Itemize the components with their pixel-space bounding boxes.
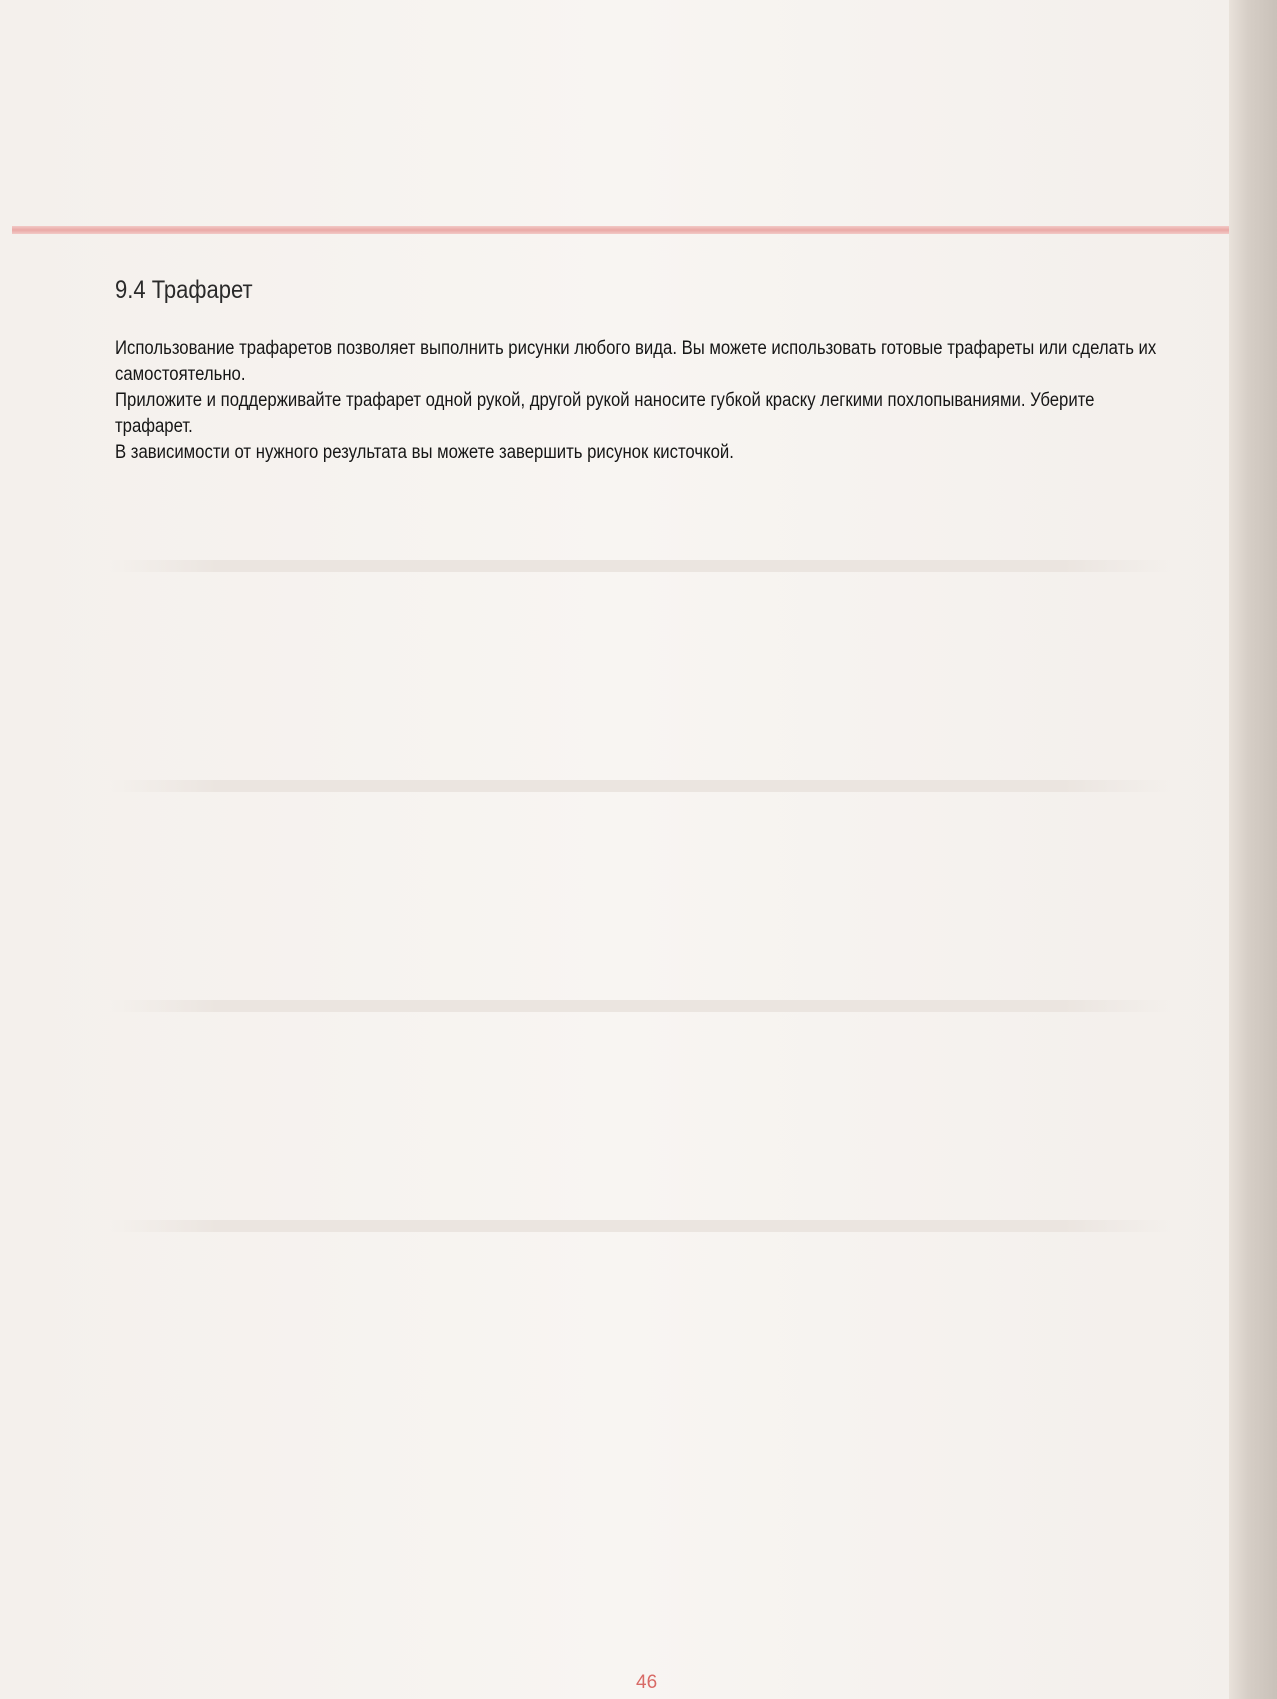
mirrored-chapter-header: [740, 55, 1180, 155]
section-title: 9.4 Трафарет: [115, 276, 253, 304]
paragraph: Использование трафаретов позволяет выполнить рисунки любого вида. Вы можете использовать готовые трафареты или сделать их самостоятельно.: [115, 338, 1157, 385]
book-binding-edge: [1229, 0, 1277, 1699]
section-body: [115, 336, 1167, 466]
paragraph: Приложите и поддерживайте трафарет одной рукой, другой рукой наносите губкой краску легкими похлопываниями. Уберите трафарет.: [115, 390, 1095, 437]
header-rule: [12, 226, 1240, 234]
paragraph: В зависимости от нужного результата вы можете завершить рисунок кисточкой.: [115, 442, 734, 463]
page-number: 46: [636, 1672, 658, 1693]
